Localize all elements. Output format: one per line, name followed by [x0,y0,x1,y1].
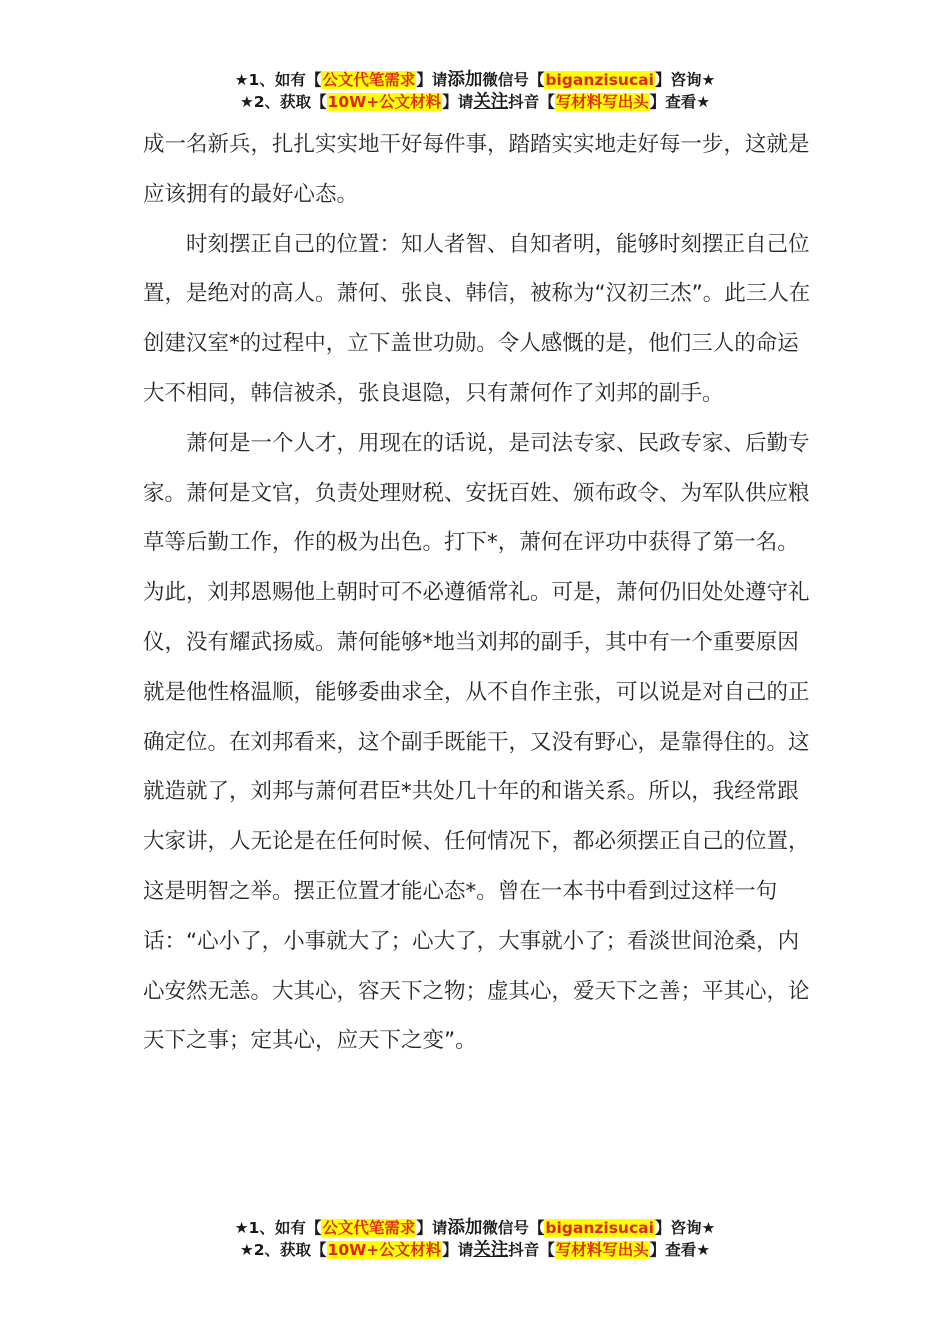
banner-line-1: ★1、如有【公文代笔需求】请添加微信号【biganzisucai】咨询★ [234,70,716,90]
banner-line-2: ★2、获取【10W+公文材料】请关注抖音【写材料写出头】查看★ [239,92,711,112]
highlight-wechat-id: biganzisucai [545,1219,654,1237]
highlight-materials: 10W+公文材料 [327,93,442,111]
highlight-douyin-account: 写材料写出头 [555,93,649,111]
highlight-douyin-account: 写材料写出头 [555,1241,649,1259]
highlight-writing-service: 公文代笔需求 [322,1219,416,1237]
highlight-materials: 10W+公文材料 [327,1241,442,1259]
highlight-wechat-id: biganzisucai [545,71,654,89]
document-body [143,120,818,1066]
footer-banner [0,1217,950,1261]
paragraph: 成一名新兵，扎扎实实地干好每件事，踏踏实实地走好每一步，这就是应该拥有的最好心态。 [143,132,810,207]
header-banner [0,69,950,113]
paragraph: 萧何是一个人才，用现在的话说，是司法专家、民政专家、后勤专家。萧何是文官，负责处理财税、安抚百姓、颁布政令、为军队供应粮草等后勤工作，作的极为出色。打下*，萧何在评功中获得了第一名。为此，刘邦恩赐他上朝时可不必遵循常礼。可是，萧何仍旧处处遵守礼仪，没有耀武扬威。萧何能够*地当刘邦的副手，其中有一个重要原因就是他性格温顺，能够委曲求全，从不自作主张，可以说是对自己的正确定位。在刘邦看来，这个副手既能干，又没有野心，是靠得住的。这就造就了，刘邦与萧何君臣*共处几十年的和谐关系。所以，我经常跟大家讲，人无论是在任何时候、任何情况下，都必须摆正自己的位置，这是明智之举。摆正位置才能心态*。曾在一本书中看到过这样一句话：“心小了，小事就大了；心大了，大事就小了；看淡世间沧桑，内心安然无恙。大其心，容天下之物；虚其心，爱天下之善；平其心，论天下之事；定其心，应天下之变”。 [143,430,810,1054]
highlight-writing-service: 公文代笔需求 [322,71,416,89]
banner-line-2: ★2、获取【10W+公文材料】请关注抖音【写材料写出头】查看★ [239,1240,711,1260]
paragraph: 时刻摆正自己的位置：知人者智、自知者明，能够时刻摆正自己位置，是绝对的高人。萧何、张良、韩信，被称为“汉初三杰”。此三人在创建汉室*的过程中，立下盖世功勋。令人感慨的是，他们三人的命运大不相同，韩信被杀，张良退隐，只有萧何作了刘邦的副手。 [143,231,811,406]
banner-line-1: ★1、如有【公文代笔需求】请添加微信号【biganzisucai】咨询★ [234,1218,716,1238]
